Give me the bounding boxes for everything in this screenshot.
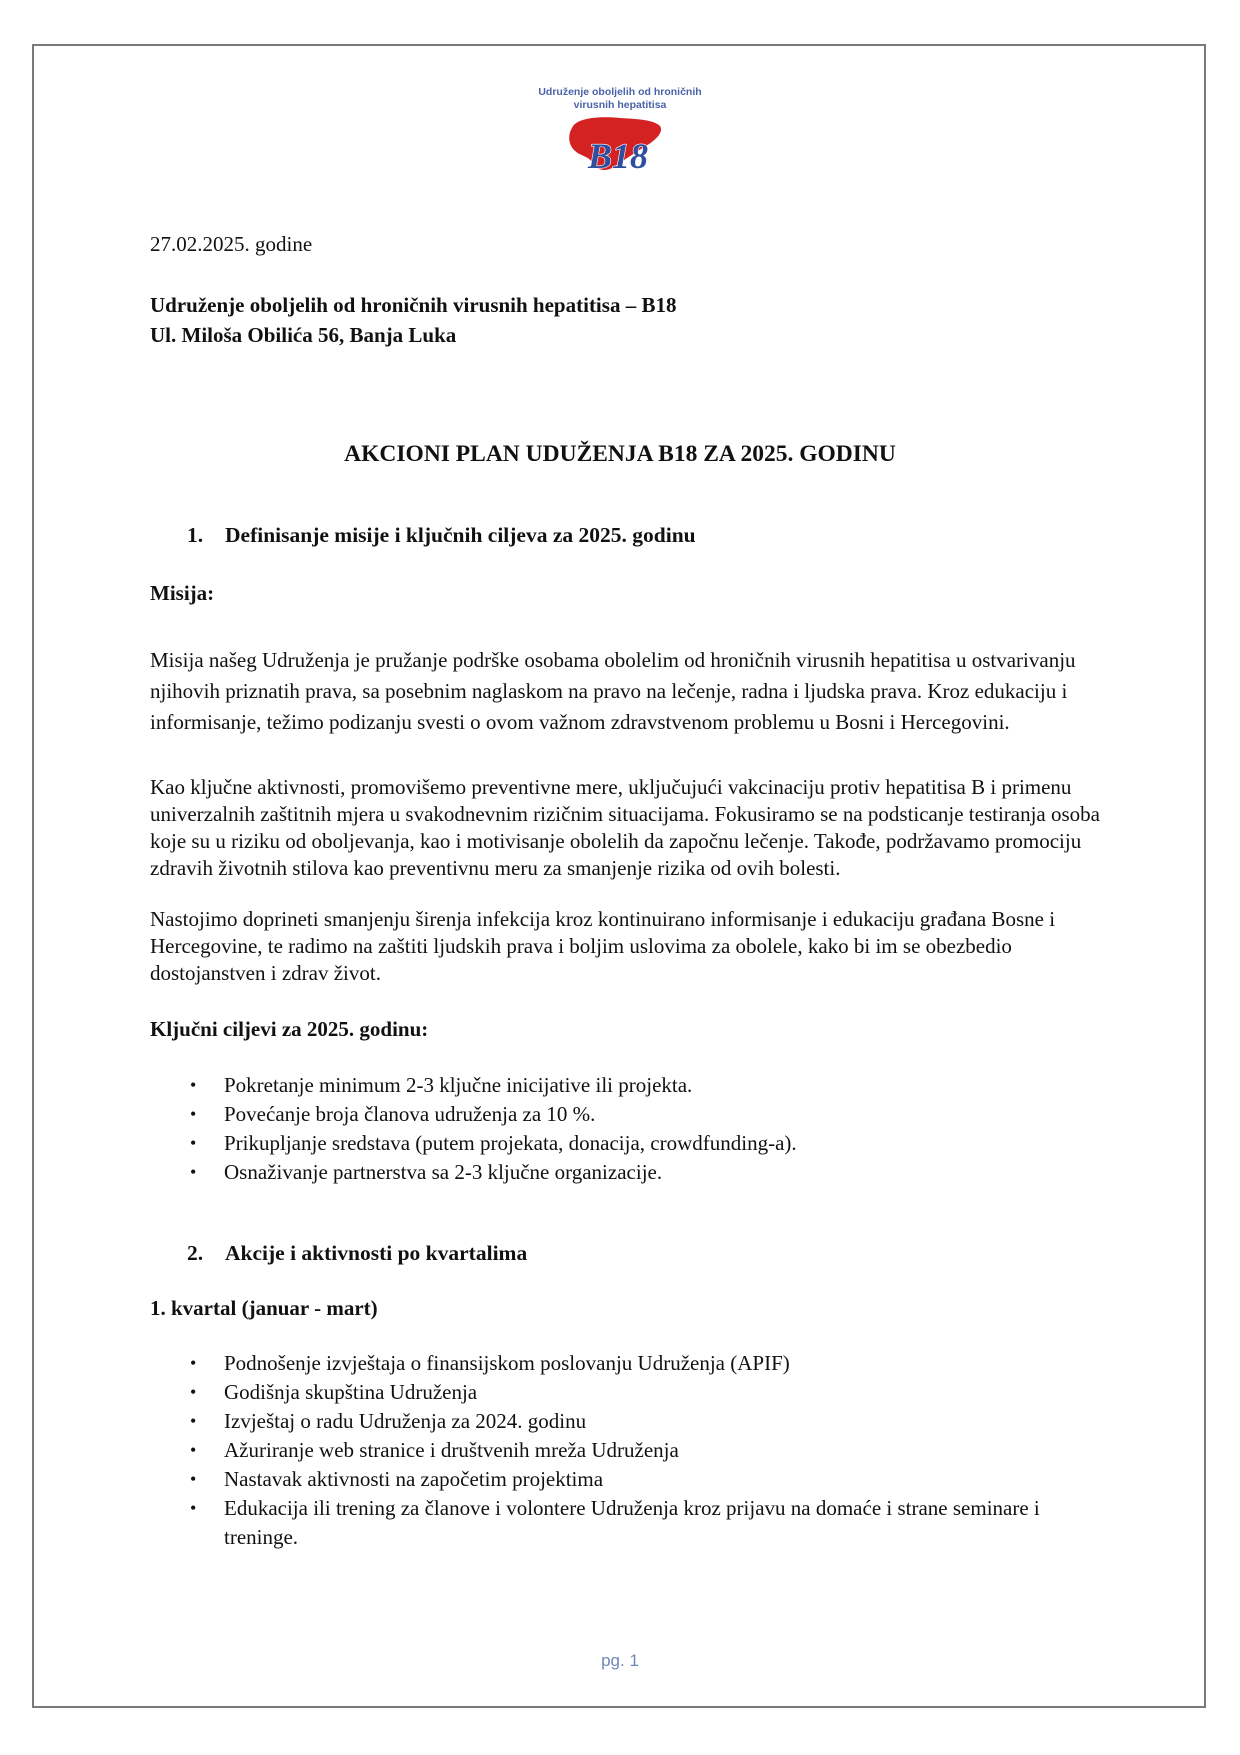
list-item: • Edukacija ili trening za članove i volontere Udruženja kroz prijavu na domaće i strane seminare i treninge. xyxy=(150,1494,1090,1552)
section-2-heading xyxy=(187,1241,527,1266)
page-number: pg. 1 xyxy=(601,1651,639,1670)
organization-block xyxy=(150,290,676,350)
goals-label: Ključni ciljevi za 2025. godinu: xyxy=(150,1017,429,1041)
list-item: • Godišnja skupština Udruženja xyxy=(150,1378,1090,1407)
document-title: AKCIONI PLAN UDUŽENJA B18 ZA 2025. GODINU xyxy=(344,441,896,467)
list-item: • Pokretanje minimum 2-3 ključne inicijative ili projekta. xyxy=(150,1071,1090,1100)
list-item: • Podnošenje izvještaja o finansijskom poslovanju Udruženja (APIF) xyxy=(150,1349,1090,1378)
logo-text-line1: Udruženje oboljelih od hroničnih xyxy=(538,86,702,98)
goals-list xyxy=(150,1071,1090,1187)
section-1-number: 1. xyxy=(187,523,204,547)
document-date: 27.02.2025. godine xyxy=(150,232,313,256)
logo-text-line2: virusnih hepatitisa xyxy=(573,99,667,111)
organization-logo xyxy=(520,86,720,176)
liver-b18-logo-icon xyxy=(568,116,672,174)
organization-name: Udruženje oboljelih od hroničnih virusnih hepatitisa – B18 xyxy=(150,293,677,317)
section-2-number: 2. xyxy=(187,1241,204,1265)
section-1-title: Definisanje misije i ključnih ciljeva za 2025. godinu xyxy=(225,523,696,547)
mission-paragraph-2: Kao ključne aktivnosti, promovišemo preventivne mere, uključujući vakcinaciju protiv hepatitisa B i primenu univerzalnih zaštitnih mjera u svakodnevnim rizičnim situacijama. Fokusiramo se na podsticanje testiranja osoba koje su u riziku od oboljevanja, kao i motivisanje obolelih da započnu lečenje. Takođe, podržavamo promociju zdravih životnih stilova kao preventivnu meru za smanjenje rizika od ovih bolesti. xyxy=(150,775,1100,880)
list-item: • Osnaživanje partnerstva sa 2-3 ključne organizacije. xyxy=(150,1158,1090,1187)
list-item: • Prikupljanje sredstava (putem projekata, donacija, crowdfunding-a). xyxy=(150,1129,1090,1158)
mission-label: Misija: xyxy=(150,581,215,605)
mission-paragraph-1: Misija našeg Udruženja je pružanje podrške osobama obolelim od hroničnih virusnih hepatitisa u ostvarivanju njihovih priznatih prava, sa posebnim naglaskom na pravo na lečenje, radna i ljudska prava. Kroz edukaciju i informisanje, težimo podizanju svesti o ovom važnom zdravstvenom problemu u Bosni i Hercegovini. xyxy=(150,648,1076,734)
list-item: • Izvještaj o radu Udruženja za 2024. godinu xyxy=(150,1407,1090,1436)
organization-address: Ul. Miloša Obilića 56, Banja Luka xyxy=(150,323,457,347)
list-item: • Nastavak aktivnosti na započetim projektima xyxy=(150,1465,1090,1494)
list-item: • Povećanje broja članova udruženja za 10 %. xyxy=(150,1100,1090,1129)
mission-paragraph-3: Nastojimo doprineti smanjenju širenja infekcija kroz kontinuirano informisanje i edukaciju građana Bosne i Hercegovine, te radimo na zaštiti ljudskih prava i boljim uslovima za obolele, kako bi im se obezbedio dostojanstven i zdrav život. xyxy=(150,907,1056,985)
svg-text:B18: B18 xyxy=(588,136,649,174)
quarter-1-label: 1. kvartal (januar - mart) xyxy=(150,1296,378,1320)
quarter-1-list xyxy=(150,1349,1090,1552)
section-2-title: Akcije i aktivnosti po kvartalima xyxy=(225,1241,528,1265)
list-item: • Ažuriranje web stranice i društvenih mreža Udruženja xyxy=(150,1436,1090,1465)
section-1-heading xyxy=(187,523,696,548)
